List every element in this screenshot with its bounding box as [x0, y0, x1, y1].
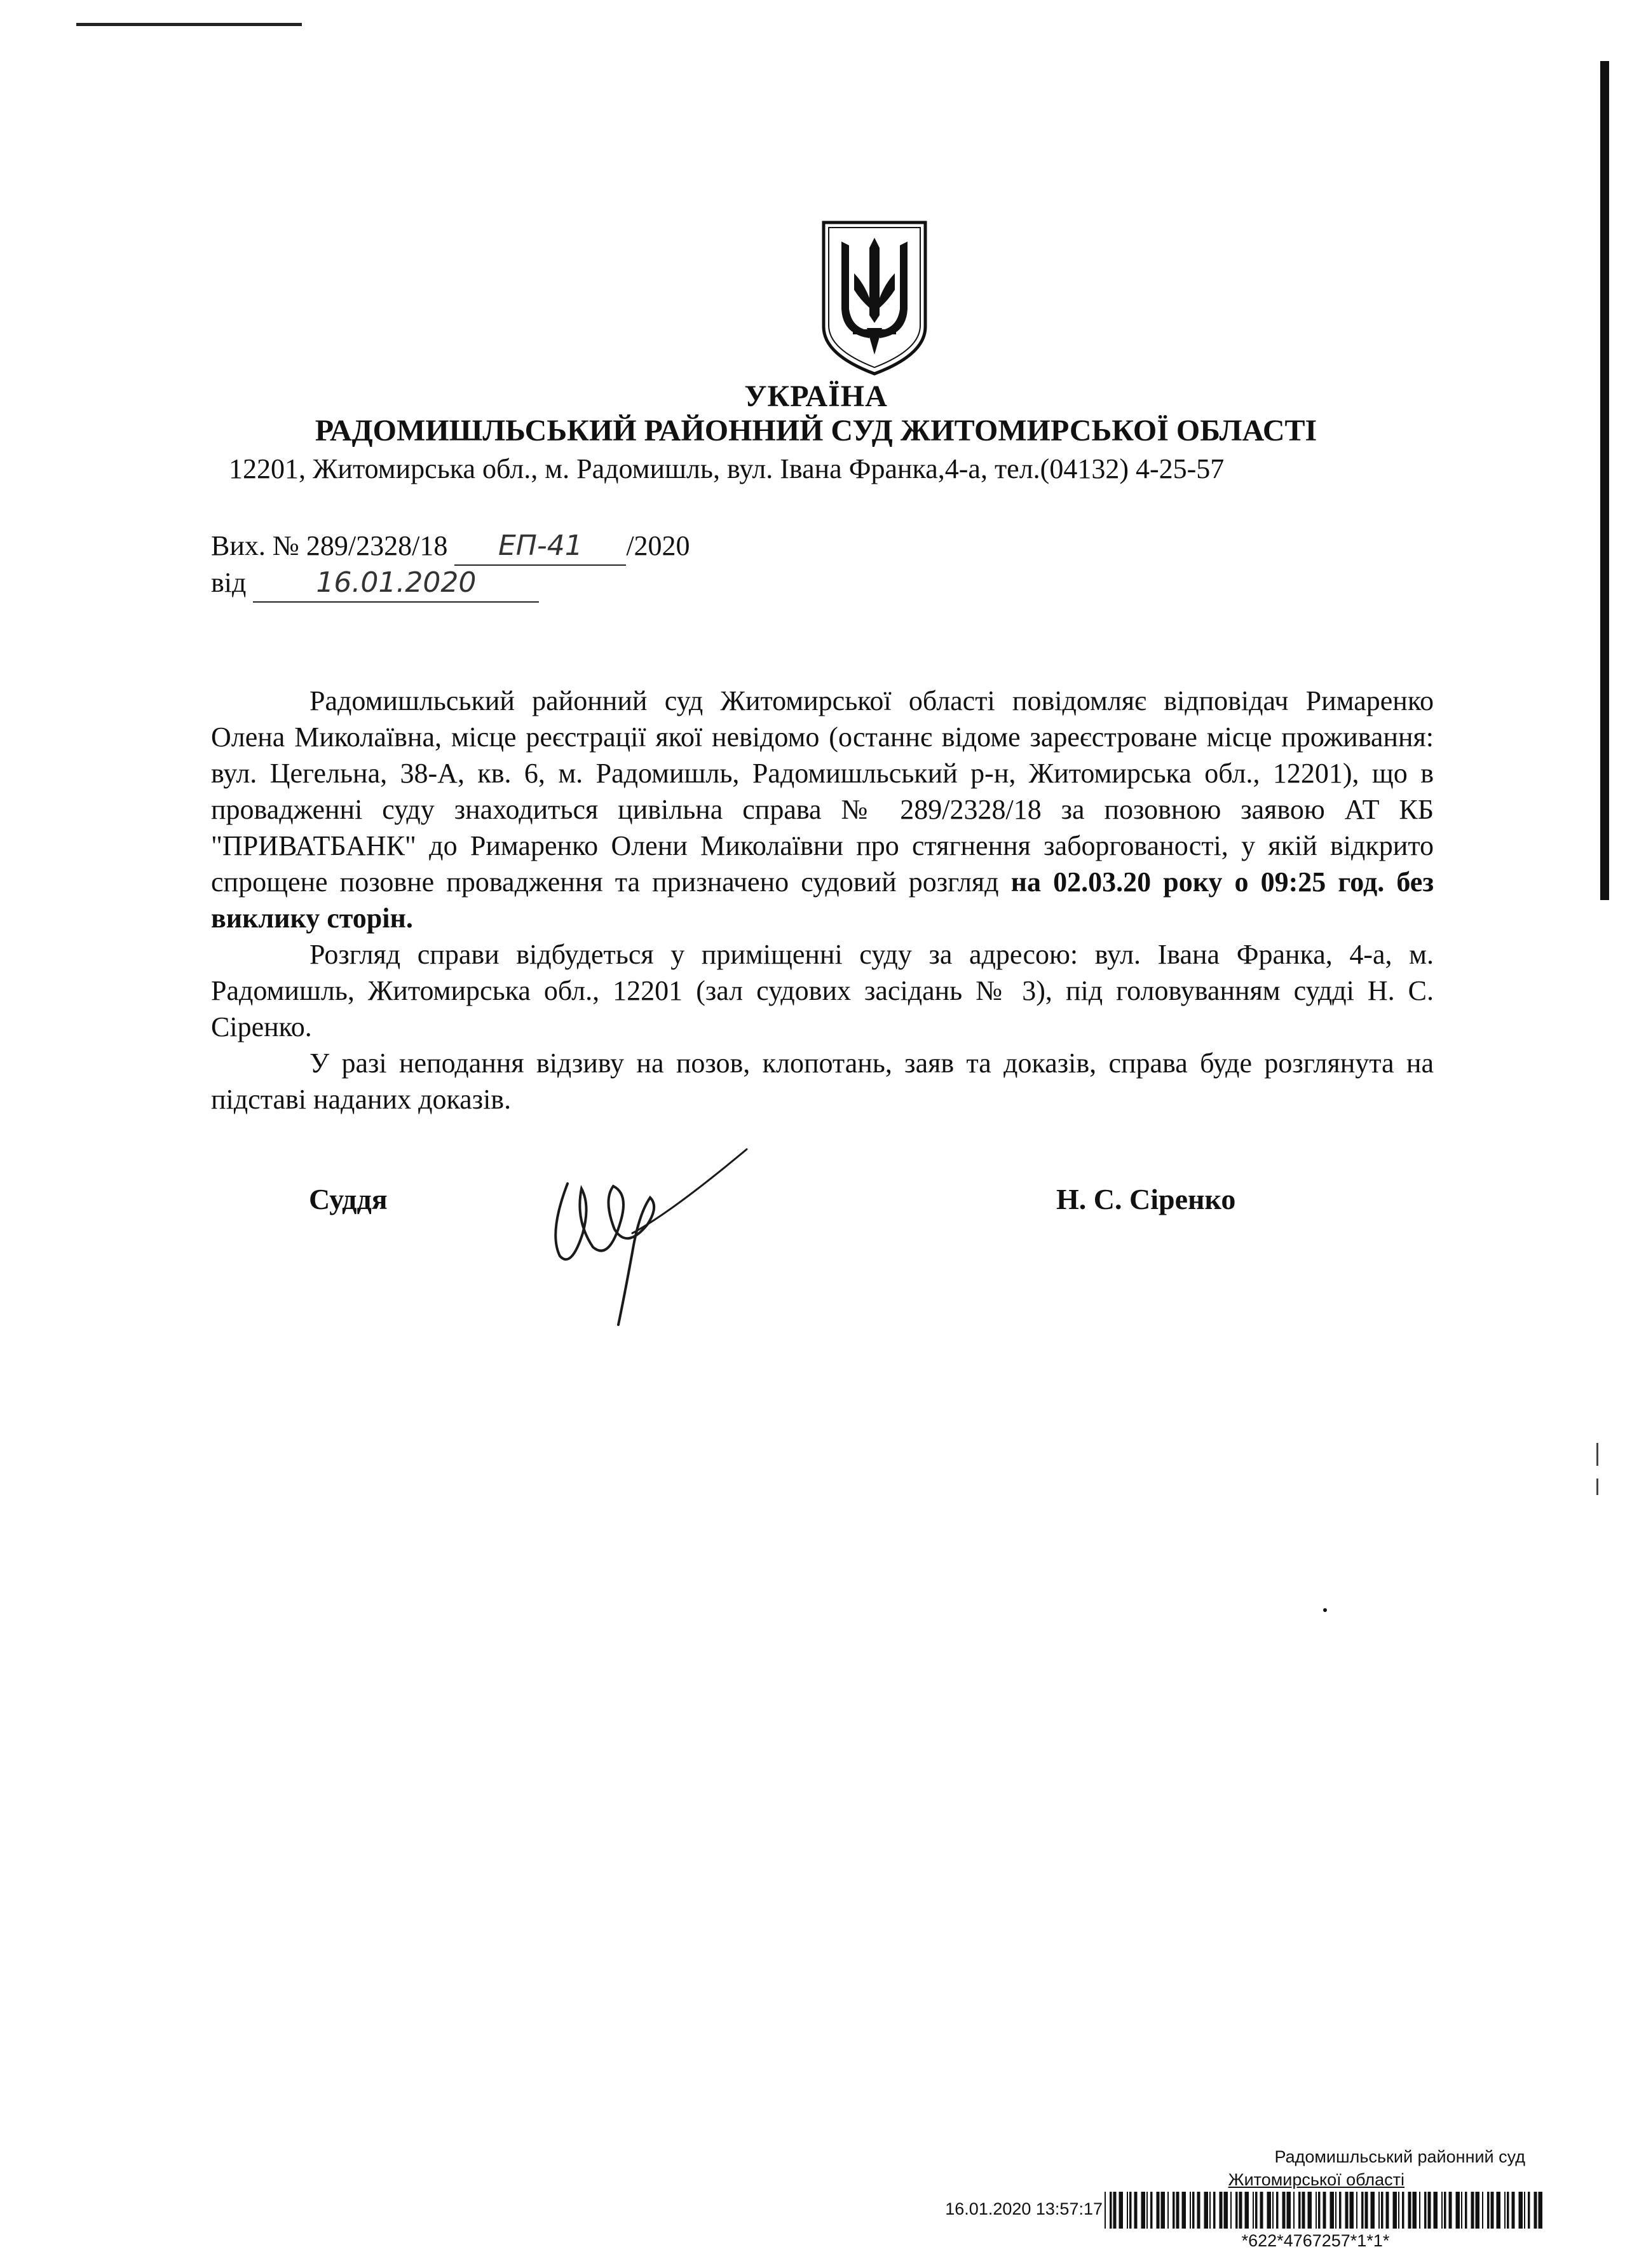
barcode-bar: [1119, 2192, 1124, 2229]
barcode-bar: [1371, 2192, 1375, 2229]
trident-emblem-icon: [820, 220, 929, 376]
barcode-bar: [1539, 2192, 1543, 2229]
court-address: 12201, Житомирська обл., м. Радомишль, вул. Івана Франка,4-а, тел.(04132) 4-25-57: [229, 453, 1225, 484]
stamp-barcode: [1105, 2192, 1544, 2229]
barcode-bar: [1528, 2192, 1530, 2229]
barcode-bar: [1272, 2192, 1274, 2229]
barcode-bar: [1512, 2192, 1515, 2229]
barcode-bar: [1224, 2192, 1228, 2229]
outgoing-number-suffix: /2020: [626, 530, 690, 561]
barcode-bar: [1465, 2192, 1467, 2229]
barcode-bar: [1209, 2192, 1211, 2229]
barcode-bar: [1449, 2192, 1452, 2229]
barcode-bar: [1323, 2192, 1326, 2229]
barcode-bar: [1408, 2192, 1411, 2229]
outgoing-handwritten-number: ЕП-41: [498, 529, 583, 562]
barcode-bar: [1146, 2192, 1148, 2229]
barcode-bar: [1110, 2192, 1112, 2229]
barcode-bar: [1267, 2192, 1272, 2229]
barcode-bar: [1230, 2192, 1232, 2229]
barcode-bar: [1424, 2192, 1427, 2229]
barcode-bar: [1134, 2192, 1138, 2229]
barcode-bar: [1356, 2192, 1357, 2229]
barcode-bar: [1428, 2192, 1431, 2229]
barcode-bar: [1345, 2192, 1349, 2229]
scan-edge-tick: [1596, 1443, 1598, 1466]
barcode-bar: [1255, 2192, 1258, 2229]
barcode-bar: [1402, 2192, 1404, 2229]
barcode-bar: [1173, 2192, 1175, 2229]
barcode-bar: [1461, 2192, 1462, 2229]
scan-dot: [1323, 1608, 1327, 1612]
barcode-bar: [1441, 2192, 1443, 2229]
judge-title: Суддя: [309, 1183, 388, 1215]
barcode-bar: [1398, 2192, 1399, 2229]
barcode-bar: [1204, 2192, 1209, 2229]
barcode-bar: [1176, 2192, 1180, 2229]
barcode-bar: [1524, 2192, 1525, 2229]
barcode-bar: [1487, 2192, 1490, 2229]
barcode-bar: [1253, 2192, 1254, 2229]
barcode-bar: [1434, 2192, 1438, 2229]
barcode-bar: [1105, 2192, 1106, 2229]
notice-paragraph-1: [211, 683, 1434, 936]
barcode-bar: [1519, 2192, 1523, 2229]
stamp-court-name: Радомишльський районний суд: [1274, 2147, 1525, 2166]
date-prefix: від: [211, 567, 247, 598]
barcode-bar: [1213, 2192, 1216, 2229]
barcode-bar: [1381, 2192, 1384, 2229]
court-name-heading: РАДОМИШЛЬСЬКИЙ РАЙОННИЙ СУД ЖИТОМИРСЬКОЇ ОБЛАСТІ: [315, 414, 1317, 447]
barcode-bar: [1419, 2192, 1420, 2229]
barcode-bar: [1330, 2192, 1335, 2229]
barcode-bar: [1161, 2192, 1166, 2229]
barcode-bar: [1287, 2192, 1291, 2229]
notice-paragraph-2: Розгляд справи відбудеться у приміщенні суду за адресою: вул. Івана Франка, 4-а, м. Радомишль, Житомирська обл., 12201 (зал судових засідань № 3), під головуванням судді Н. С. Сіренко.: [211, 939, 1434, 1042]
stamp-region: Житомирської області: [1228, 2170, 1404, 2189]
stamp-datetime: 16.01.2020 13:57:17: [945, 2199, 1103, 2218]
barcode-bar: [1182, 2192, 1187, 2229]
barcode-bar: [1456, 2192, 1460, 2229]
barcode-bar: [1298, 2192, 1301, 2229]
barcode-bar: [1197, 2192, 1200, 2229]
barcode-bar: [1534, 2192, 1537, 2229]
barcode-bar: [1157, 2192, 1160, 2229]
barcode-bar: [1293, 2192, 1295, 2229]
barcode-bar: [1335, 2192, 1336, 2229]
top-scan-line: [76, 23, 302, 26]
barcode-bar: [1260, 2192, 1263, 2229]
stamp-code: *622*4767257*1*1*: [1241, 2231, 1390, 2250]
barcode-bar: [1308, 2192, 1312, 2229]
judge-signature: [543, 1144, 759, 1335]
barcode-bar: [1190, 2192, 1191, 2229]
barcode-bar: [1504, 2192, 1506, 2229]
barcode-bar: [1113, 2192, 1117, 2229]
barcode-bar: [1393, 2192, 1397, 2229]
notice-body: [211, 683, 1434, 1117]
barcode-bar: [1339, 2192, 1342, 2229]
barcode-bar: [1361, 2192, 1364, 2229]
barcode-bar: [1350, 2192, 1354, 2229]
barcode-bar: [1220, 2192, 1223, 2229]
barcode-bar: [1150, 2192, 1153, 2229]
hearing-date-bold: на 02.03.20 року о 09:25 год. без виклику сторін.: [211, 866, 1434, 934]
barcode-bar: [1491, 2192, 1494, 2229]
barcode-bar: [1316, 2192, 1317, 2229]
outgoing-number-line: [211, 528, 690, 566]
barcode-bar: [1386, 2192, 1389, 2229]
barcode-bar: [1282, 2192, 1286, 2229]
barcode-bar: [1471, 2192, 1474, 2229]
barcode-bar: [1245, 2192, 1249, 2229]
date-blank: [253, 564, 539, 603]
outgoing-number-prefix: Вих. № 289/2328/18: [211, 530, 448, 561]
barcode-bar: [1413, 2192, 1417, 2229]
judge-name: Н. С. Сіренко: [1056, 1183, 1236, 1215]
barcode-bar: [1318, 2192, 1321, 2229]
notice-paragraph-3: У разі неподання відзиву на позов, клопотань, заяв та доказів, справа буде розглянута на підставі наданих доказів.: [211, 1048, 1434, 1115]
scan-edge-tick: [1596, 1479, 1598, 1495]
barcode-bar: [1365, 2192, 1368, 2229]
barcode-bar: [1167, 2192, 1169, 2229]
handwritten-date: 16.01.2020: [316, 566, 477, 599]
barcode-bar: [1239, 2192, 1242, 2229]
barcode-bar: [1235, 2192, 1238, 2229]
barcode-bar: [1378, 2192, 1380, 2229]
barcode-bar: [1129, 2192, 1132, 2229]
barcode-bar: [1476, 2192, 1480, 2229]
barcode-bar: [1482, 2192, 1483, 2229]
outgoing-number-blank: [454, 528, 626, 566]
barcode-bar: [1192, 2192, 1195, 2229]
barcode-bar: [1444, 2192, 1446, 2229]
barcode-bar: [1507, 2192, 1509, 2229]
date-line: [211, 564, 539, 603]
country-heading: УКРАЇНА: [744, 379, 888, 413]
barcode-bar: [1127, 2192, 1128, 2229]
barcode-bar: [1302, 2192, 1305, 2229]
barcode-bar: [1497, 2192, 1501, 2229]
barcode-bar: [1141, 2192, 1146, 2229]
notice-paragraph-1-text: Радомишльський районний суд Житомирської області повідомляє відповідач Римаренко Олена Миколаївна, місце реєстрації якої невідомо (останнє відоме зареєстроване місце проживання: вул. Цегельна, 38-А, кв. 6, м. Радомишль, Радомишльський р-н, Житомирська обл., 12201), що в провадженні суду знаходиться цивільна справа № 289/2328/18 за позовною заявою АТ КБ "ПРИВАТБАНК" до Римаренко Олени Миколаївни про стягнення заборгованості, у якій відкрито спрощене позовне провадження та призначено судовий розгляд: [211, 685, 1434, 898]
barcode-bar: [1276, 2192, 1279, 2229]
